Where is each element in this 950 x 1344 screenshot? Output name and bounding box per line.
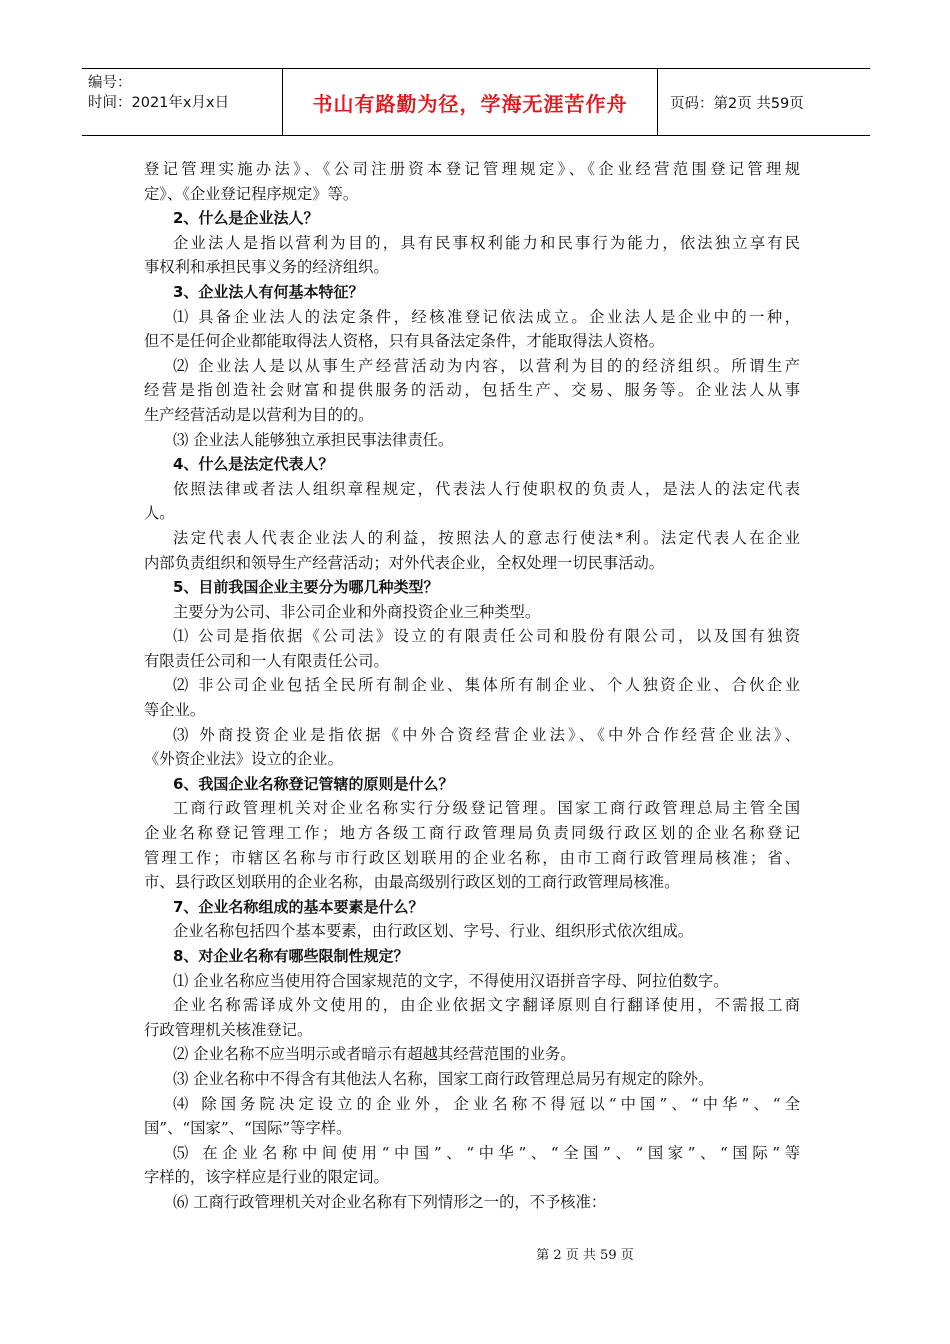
text-line: 法定代表人代表企业法人的利益，按照法人的意志行使法*利。法定代表人在企业 [173,528,800,547]
question-heading: 7、企业名称组成的基本要素是什么？ [173,897,424,916]
text-line: ⑴ 具备企业法人的法定条件，经核准登记依法成立。企业法人是企业中的一种， [173,307,800,326]
text-line: 企业名称包括四个基本要素，由行政区划、字号、行业、组织形式依次组成。 [173,922,694,941]
text-line: 主要分为公司、非公司企业和外商投资企业三种类型。 [173,602,541,621]
text-line: ⑶ 外商投资企业是指依据《中外合资经营企业法》、《中外合作经营企业法》、 [173,725,800,744]
text-line: ⑵ 非公司企业包括全民所有制企业、集体所有制企业、个人独资企业、合伙企业 [173,676,800,695]
footer-page-number: 第 2 页 共 59 页 [536,1248,634,1263]
text-line: 有限责任公司和一人有限责任公司。 [144,651,389,670]
text-line: 经营是指创造社会财富和提供服务的活动，包括生产、交易、服务等。企业法人从事 [144,381,800,400]
page-label: 页码：第2页 共59页 [670,95,804,112]
text-line: 字样的，该字样应是行业的限定词。 [144,1168,389,1187]
header-meta [82,69,282,135]
text-line: 《外资企业法》设立的企业。 [144,750,343,769]
text-line: 内部负责组织和领导生产经营活动；对外代表企业，全权处理一切民事活动。 [144,553,665,572]
question-heading: 2、什么是企业法人？ [173,209,319,228]
header-motto-cell [282,69,658,135]
text-line: 行政管理机关核准登记。 [144,1020,313,1039]
text-line: ⑵ 企业名称不应当明示或者暗示有超越其经营范围的业务。 [173,1045,576,1064]
text-line: ⑴ 公司是指依据《公司法》设立的有限责任公司和股份有限公司，以及国有独资 [173,627,800,646]
text-line: 依照法律或者法人组织章程规定，代表法人行使职权的负责人，是法人的法定代表 [173,479,800,498]
text-line: ⑴ 企业名称应当使用符合国家规范的文字，不得使用汉语拼音字母、阿拉伯数字。 [173,971,729,990]
question-heading: 5、目前我国企业主要分为哪几种类型？ [173,578,439,597]
header-page-cell [658,69,870,135]
question-heading: 4、什么是法定代表人？ [173,455,334,474]
number-label: 编号： [88,75,132,91]
time-label: 时间：2021年x月x日 [88,95,230,111]
text-line: 工商行政管理机关对企业名称实行分级登记管理。国家工商行政管理总局主管全国 [173,799,800,818]
question-heading: 3、企业法人有何基本特征？ [173,282,364,301]
text-line: 管理工作；市辖区名称与市行政区划联用的企业名称，由市工商行政管理局核准；省、 [144,848,800,867]
body-text [144,157,800,1215]
document-header [82,68,870,136]
text-line: 企业名称需译成外文使用的，由企业依据文字翻译原则自行翻译使用，不需报工商 [173,996,800,1015]
text-line: 企业法人是指以营利为目的，具有民事权利能力和民事行为能力，依法独立享有民 [173,233,800,252]
text-line: 登记管理实施办法》、《公司注册资本登记管理规定》、《企业经营范围登记管理规 [144,160,800,178]
text-line: 生产经营活动是以营利为目的的。 [144,405,374,424]
text-line: ⑵ 企业法人是以从事生产经营活动为内容，以营利为目的的经济组织。所谓生产 [173,356,800,375]
text-line: 但不是任何企业都能取得法人资格，只有具备法定条件，才能取得法人资格。 [144,332,665,351]
text-line: ⑷ 除国务院决定设立的企业外，企业名称不得冠以“中国”、“中华”、“全 [173,1094,800,1113]
question-heading: 8、对企业名称有哪些限制性规定？ [173,947,409,965]
text-line: 企业名称登记管理工作；地方各级工商行政管理局负责同级行政区划的企业名称登记 [144,824,800,843]
page-footer [0,1244,950,1263]
text-line: 等企业。 [144,701,206,720]
text-line: 定》、《企业登记程序规定》等。 [144,184,359,203]
text-line: 市、县行政区划联用的企业名称，由最高级别行政区划的工商行政管理局核准。 [144,873,680,892]
text-line: 人。 [144,504,175,523]
text-line: 国”、“国家”、“国际”等字样。 [144,1119,352,1138]
text-line: ⑶ 企业法人能够独立承担民事法律责任。 [173,430,454,449]
text-line: ⑶ 企业名称中不得含有其他法人名称，国家工商行政管理总局另有规定的除外。 [173,1069,714,1088]
text-line: ⑸ 在企业名称中间使用“中国”、“中华”、“全国”、“国家”、“国际”等 [173,1143,800,1162]
question-heading: 6、我国企业名称登记管辖的原则是什么？ [173,774,454,793]
text-line: 事权利和承担民事义务的经济组织。 [144,258,389,277]
text-line: ⑹ 工商行政管理机关对企业名称有下列情形之一的，不予核准： [173,1192,607,1211]
motto-text: 书山有路勤为径，学海无涯苦作舟 [312,91,628,116]
